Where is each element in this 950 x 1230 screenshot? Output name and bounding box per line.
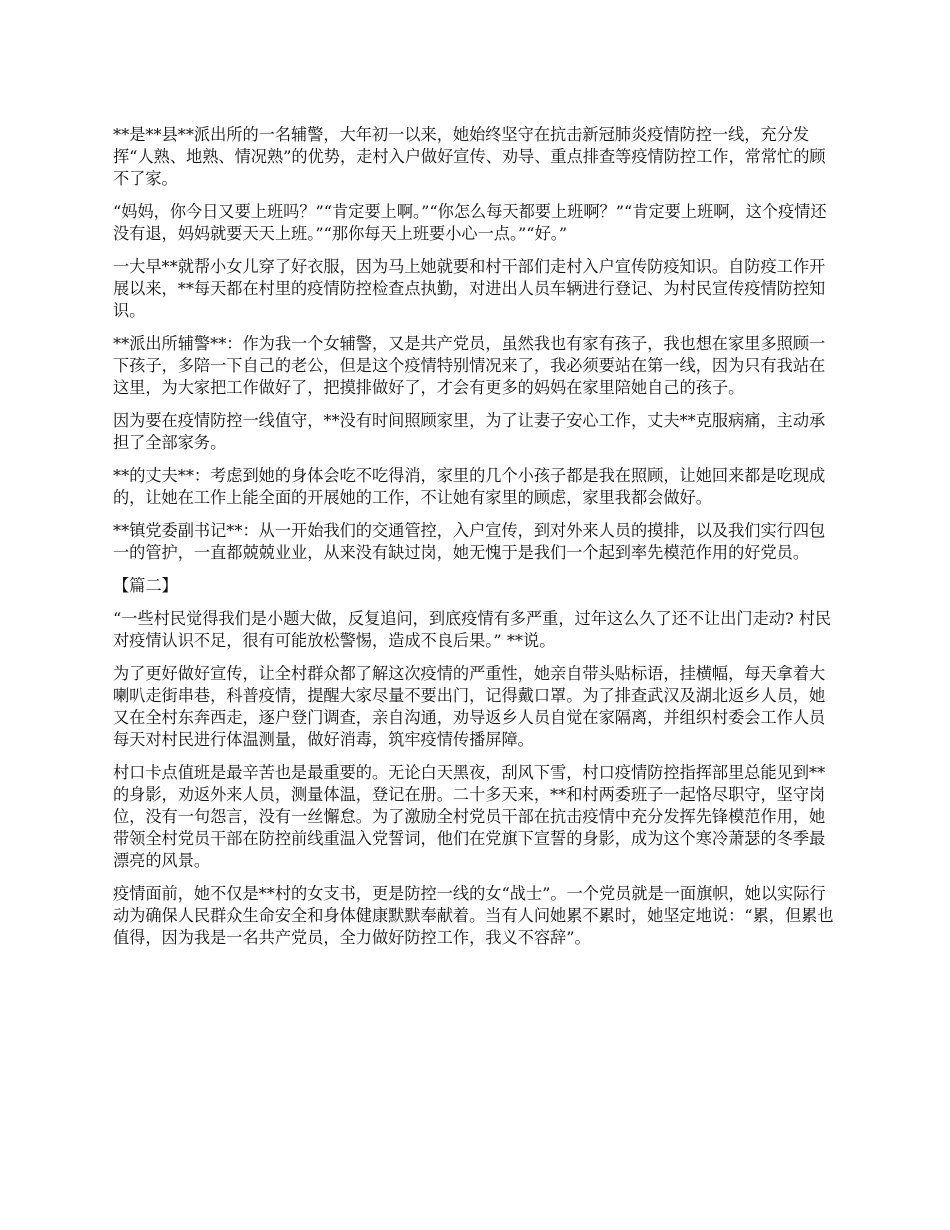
paragraph-3: 一大早**就帮小女儿穿了好衣服，因为马上她就要和村干部们走村入户宣传防疫知识。自防疫工作开展以来，**每天都在村里的疫情防控检查点执勤，对进出人员车辆进行登记、为村民宣传疫情防控知识。 bbox=[113, 257, 826, 320]
paragraph-4: **派出所辅警**：作为我一个女辅警，又是共产党员，虽然我也有家有孩子，我也想在家里多照顾一下孩子，多陪一下自己的老公，但是这个疫情特别情况来了，我必须要站在第一线，因为只有我站在这里，为大家把工作做好了，把摸排做好了，才会有更多的妈妈在家里陪她自己的孩子。 bbox=[113, 334, 826, 397]
paragraph-9: 为了更好做好宣传，让全村群众都了解这次疫情的严重性，她亲自带头贴标语，挂横幅，每天拿着大喇叭走街串巷，科普疫情，提醒大家尽量不要出门，记得戴口罩。为了排查武汉及湖北返乡人员，她又在全村东奔西走，逐户登门调查，亲自沟通，劝导返乡人员自觉在家隔离，并组织村委会工作人员每天对村民进行体温测量，做好消毒，筑牢疫情传播屏障。 bbox=[113, 664, 826, 749]
document-body bbox=[113, 124, 838, 960]
paragraph-1: **是**县**派出所的一名辅警，大年初一以来，她始终坚守在抗击新冠肺炎疫情防控一线，充分发挥“人熟、地熟、情况熟”的优势，走村入户做好宣传、劝导、重点排查等疫情防控工作，常常忙的顾不了家。 bbox=[113, 125, 826, 188]
paragraph-6: **的丈夫**：考虑到她的身体会吃不吃得消，家里的几个小孩子都是我在照顾，让她回来都是吃现成的，让她在工作上能全面的开展她的工作，不让她有家里的顾虑，家里我都会做好。 bbox=[113, 466, 826, 507]
paragraph-2: “妈妈，你今日又要上班吗？”“肯定要上啊。”“你怎么每天都要上班啊？”“肯定要上班啊，这个疫情还没有退，妈妈就要天天上班。”“那你每天上班要小心一点。”“好。” bbox=[113, 202, 827, 243]
paragraph-11: 疫情面前，她不仅是**村的女支书，更是防控一线的女“战士”。一个党员就是一面旗帜，她以实际行动为确保人民群众生命安全和身体健康默默奉献着。当有人问她累不累时，她坚定地说：“累，但累也值得，因为我是一名共产党员，全力做好防控工作，我义不容辞”。 bbox=[113, 884, 834, 947]
paragraph-7: **镇党委副书记**：从一开始我们的交通管控，入户宣传，到对外来人员的摸排，以及我们实行四包一的管护，一直都兢兢业业，从来没有缺过岗，她无愧于是我们一个起到率先模范作用的好党员。 bbox=[113, 521, 826, 562]
paragraph-8: “一些村民觉得我们是小题大做，反复追问，到底疫情有多严重，过年这么久了还不让出门走动? 村民对疫情认识不足，很有可能放松警惕，造成不良后果。” **说。 bbox=[113, 609, 832, 650]
paragraph-5: 因为要在疫情防控一线值守，**没有时间照顾家里，为了让妻子安心工作，丈夫**克服病痛，主动承担了全部家务。 bbox=[113, 411, 826, 452]
section-heading: 【篇二】 bbox=[113, 576, 178, 595]
paragraph-10: 村口卡点值班是最辛苦也是最重要的。无论白天黑夜，刮风下雪，村口疫情防控指挥部里总能见到**的身影，劝返外来人员，测量体温，登记在册。二十多天来，**和村两委班子一起恪尽职守，坚守岗位，没有一句怨言，没有一丝懈怠。为了激励全村党员干部在抗击疫情中充分发挥先锋模范作用，她带领全村党员干部在防控前线重温入党誓词，他们在党旗下宣誓的身影，成为这个寒冷萧瑟的冬季最漂亮的风景。 bbox=[113, 763, 826, 870]
